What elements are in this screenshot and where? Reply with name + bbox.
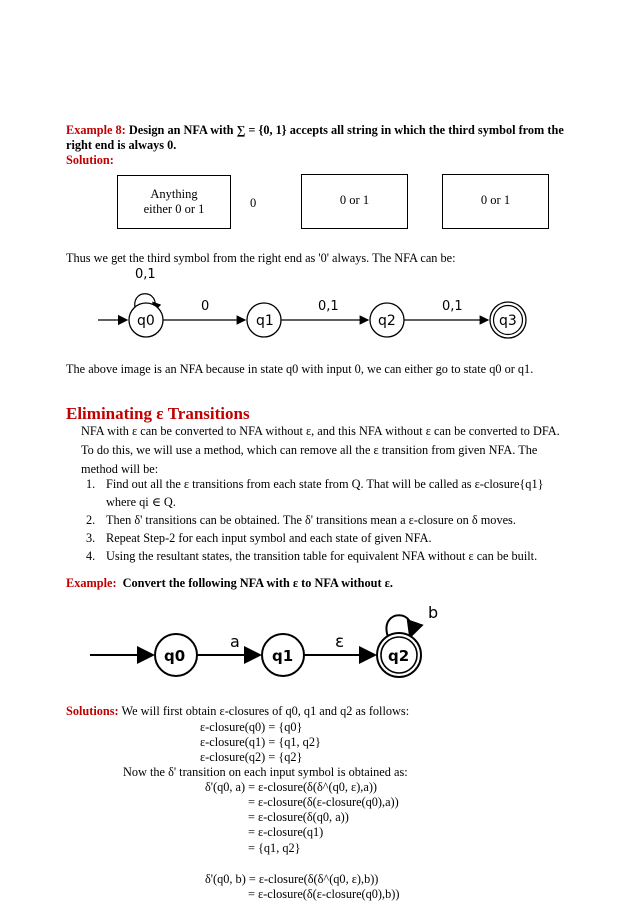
nfa1-edge-q1-q2-label: 0,1	[318, 299, 339, 314]
deriv-a-line3: = ε-closure(δ(q0, a))	[248, 810, 349, 824]
nfa2-edge-q1-q2-label: ε	[335, 632, 345, 652]
deriv-b-line2: = ε-closure(δ(ε-closure(q0),b))	[248, 887, 400, 901]
eliminating-para-line3: method will be:	[81, 462, 159, 476]
nfa2-state-q0-label: q0	[164, 647, 186, 665]
step-text: Find out all the ε transitions from each state from Q. That will be called as ε-closure{q1}	[106, 477, 544, 491]
nfa1-edge-q0-q1-label: 0	[201, 299, 210, 314]
box3-label: 0 or 1	[480, 193, 511, 207]
box2-label: 0 or 1	[339, 193, 370, 207]
eliminating-para	[81, 423, 588, 478]
deriv-a-line2: = ε-closure(δ(ε-closure(q0),a))	[248, 795, 399, 809]
now-text: Now the δ' transition on each input symbol is obtained as:	[123, 765, 408, 779]
solutions-label: Solutions:	[66, 704, 119, 718]
between-symbol: 0	[250, 196, 257, 210]
step-number: 4.	[86, 549, 96, 563]
thus-text: Thus we get the third symbol from the right end as '0' always. The NFA can be:	[66, 251, 456, 265]
box-0-or-1-first	[301, 174, 408, 229]
nfa1-state-q0-label: q0	[137, 313, 155, 329]
box-anything-line1: Anything	[150, 187, 198, 201]
steps-list	[86, 476, 588, 566]
step-text-line2: where qi ∈ Q.	[106, 495, 176, 509]
step-item	[86, 530, 588, 548]
nfa2-edge-q0-q1-label: a	[230, 632, 240, 651]
closure-q1: ε-closure(q1) = {q1, q2}	[200, 735, 321, 749]
deriv-b-line1: δ'(q0, b) = ε-closure(δ(δ^(q0, ε),b))	[205, 872, 379, 886]
nfa2-state-q2-label: q2	[388, 647, 410, 665]
example8-label: Example 8:	[66, 123, 126, 137]
nfa1-state-q2-label: q2	[378, 313, 396, 329]
nfa1-self-loop-label: 0,1	[135, 267, 156, 282]
nfa2-self-loop-label: b	[428, 603, 439, 622]
example2-title	[66, 575, 393, 592]
eliminating-heading: Eliminating ε Transitions	[66, 404, 250, 423]
step-text: Then δ' transitions can be obtained. The δ' transitions mean a ε-closure on δ moves.	[106, 513, 516, 527]
example2-title-text: Convert the following NFA with ε to NFA without ε.	[122, 576, 393, 590]
step-item-continued	[86, 494, 588, 512]
box-0-or-1-second	[442, 174, 549, 229]
nfa1-diagram	[90, 262, 550, 346]
step-number: 2.	[86, 513, 96, 527]
nfa1-edge-q2-q3-label: 0,1	[442, 299, 463, 314]
step-item	[86, 512, 588, 530]
step-text: Using the resultant states, the transition table for equivalent NFA without ε can be built.	[106, 549, 538, 563]
example2-label: Example:	[66, 576, 117, 590]
nfa1-state-q3-label: q3	[499, 313, 517, 329]
step-number: 3.	[86, 531, 96, 545]
step-item	[86, 548, 588, 566]
example8-title-line2: right end is always 0.	[66, 138, 177, 152]
nfa1-state-q1-label: q1	[256, 313, 274, 329]
deriv-a-line1: δ'(q0, a) = ε-closure(δ(δ^(q0, ε),a))	[205, 780, 378, 794]
nfa2-state-q1-label: q1	[272, 647, 294, 665]
eliminating-para-line2: To do this, we will use a method, which can remove all the ε transition from given NFA. The	[81, 443, 538, 457]
step-number: 1.	[86, 477, 96, 491]
closure-q0: ε-closure(q0) = {q0}	[200, 720, 303, 734]
step-item	[86, 476, 588, 494]
step-text: Repeat Step-2 for each input symbol and each state of given NFA.	[106, 531, 432, 545]
solutions-intro-text: We will first obtain ε-closures of q0, q1 and q2 as follows:	[121, 704, 410, 718]
closure-q2: ε-closure(q2) = {q2}	[200, 750, 303, 764]
example8-title-line1: Design an NFA with ∑ = {0, 1} accepts all string in which the third symbol from the	[128, 123, 564, 137]
eliminating-para-line1: NFA with ε can be converted to NFA without ε, and this NFA without ε can be converted to DFA.	[81, 424, 560, 438]
solution-label: Solution:	[66, 153, 114, 167]
above-text: The above image is an NFA because in state q0 with input 0, we can either go to state q0 or q1.	[66, 362, 534, 376]
box-anything-line2: either 0 or 1	[143, 202, 205, 216]
nfa2-diagram	[90, 600, 460, 680]
solutions-intro	[66, 703, 409, 720]
deriv-a-line5: = {q1, q2}	[248, 841, 301, 855]
box-anything	[117, 175, 231, 229]
deriv-a-line4: = ε-closure(q1)	[248, 825, 324, 839]
